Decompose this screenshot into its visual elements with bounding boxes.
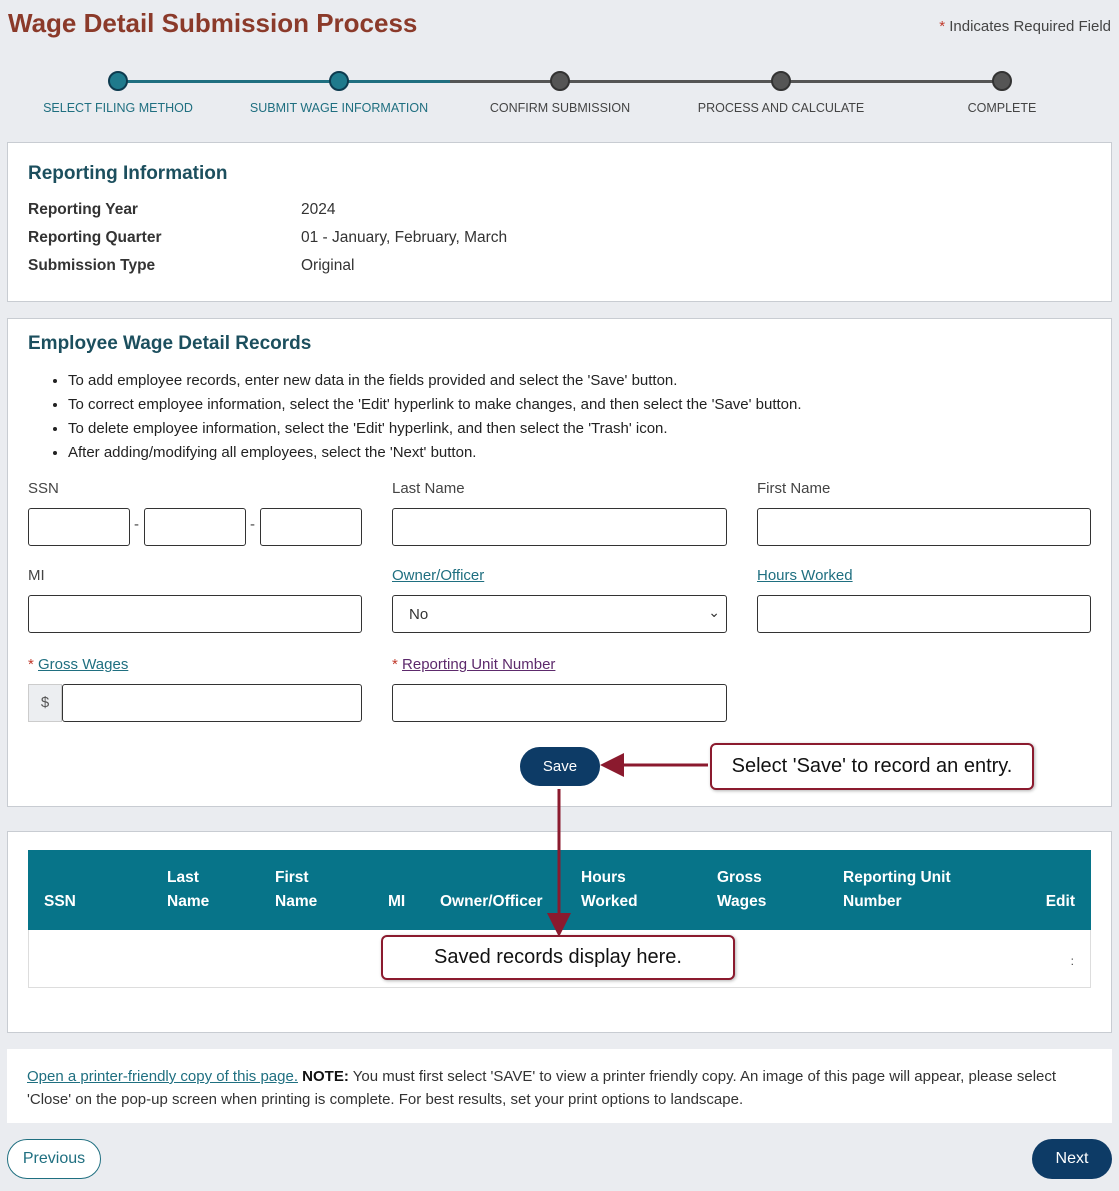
ssn-label: SSN bbox=[28, 480, 59, 497]
info-label: Reporting Year bbox=[28, 201, 138, 218]
owner-officer-selected: No bbox=[409, 606, 429, 623]
reporting-information-heading: Reporting Information bbox=[28, 163, 228, 184]
col-line: Hours bbox=[581, 869, 626, 886]
col-line: Last bbox=[167, 869, 199, 886]
col-line: Wages bbox=[717, 893, 767, 910]
info-value: 2024 bbox=[301, 201, 336, 218]
note-text: You must first select 'SAVE' to view a printer friendly copy. An image of this page will appear, please select 'Close' on the pop-up screen when printing is complete. For best results, set your print options to landscape. bbox=[27, 1068, 1057, 1108]
step-label-select-filing-method: SELECT FILING METHOD bbox=[43, 101, 193, 115]
instruction-item: • To correct employee information, select the 'Edit' hyperlink to make changes, and then select the 'Save' button. bbox=[68, 393, 1091, 417]
row-menu-icon[interactable]: : bbox=[1070, 954, 1074, 968]
col-line: Number bbox=[843, 893, 902, 910]
page-title: Wage Detail Submission Process bbox=[8, 8, 418, 38]
previous-button[interactable]: Previous bbox=[7, 1139, 101, 1179]
col-ssn: SSN bbox=[44, 893, 76, 910]
save-callout: Select 'Save' to record an entry. bbox=[710, 743, 1034, 790]
reporting-unit-help-link[interactable]: Reporting Unit Number bbox=[402, 656, 556, 673]
chevron-down-icon: ⌄ bbox=[708, 604, 720, 620]
instruction-item: • After adding/modifying all employees, select the 'Next' button. bbox=[68, 441, 1091, 465]
required-note-text: Indicates Required Field bbox=[949, 18, 1111, 35]
required-star: * bbox=[939, 18, 946, 35]
ssn-separator: - bbox=[134, 516, 139, 533]
col-owner-officer: Owner/Officer bbox=[440, 893, 543, 910]
printer-friendly-link[interactable]: Open a printer-friendly copy of this page. bbox=[27, 1068, 298, 1085]
info-label: Submission Type bbox=[28, 257, 156, 274]
step-label-confirm-submission: CONFIRM SUBMISSION bbox=[489, 101, 631, 115]
dollar-prefix: $ bbox=[28, 684, 62, 722]
note-label: NOTE: bbox=[302, 1068, 349, 1085]
mi-label: MI bbox=[28, 567, 45, 584]
step-label-process-and-calculate: PROCESS AND CALCULATE bbox=[697, 101, 865, 115]
first-name-label: First Name bbox=[757, 480, 831, 497]
next-button[interactable]: Next bbox=[1032, 1139, 1112, 1179]
col-line: Gross bbox=[717, 869, 762, 886]
col-mi: MI bbox=[388, 893, 406, 910]
gross-wages-help-link[interactable]: Gross Wages bbox=[38, 656, 129, 673]
instruction-item: • To add employee records, enter new data in the fields provided and select the 'Save' button. bbox=[68, 369, 1091, 393]
required-star: * bbox=[28, 656, 34, 673]
save-button[interactable]: Save bbox=[520, 747, 600, 786]
col-line: First bbox=[275, 869, 309, 886]
instruction-item: • To delete employee information, select the 'Edit' hyperlink, and then select the 'Trash' icon. bbox=[68, 417, 1091, 441]
saved-records-callout: Saved records display here. bbox=[381, 935, 735, 980]
ssn-separator: - bbox=[250, 516, 255, 533]
col-line: Name bbox=[275, 893, 318, 910]
step-label-submit-wage-information: SUBMIT WAGE INFORMATION bbox=[249, 101, 429, 115]
records-heading: Employee Wage Detail Records bbox=[28, 333, 312, 354]
col-line: Worked bbox=[581, 893, 638, 910]
printer-friendly-note bbox=[7, 1049, 1112, 1123]
info-value: 01 - January, February, March bbox=[301, 229, 508, 246]
info-value: Original bbox=[301, 257, 355, 274]
step-label-complete: COMPLETE bbox=[967, 101, 1037, 115]
required-star: * bbox=[392, 656, 398, 673]
last-name-label: Last Name bbox=[392, 480, 465, 497]
hours-worked-help-link[interactable]: Hours Worked bbox=[757, 567, 853, 584]
info-label: Reporting Quarter bbox=[28, 229, 162, 246]
col-line: Reporting Unit bbox=[843, 869, 951, 886]
col-line: Name bbox=[167, 893, 210, 910]
col-edit: Edit bbox=[1045, 893, 1075, 910]
owner-officer-help-link[interactable]: Owner/Officer bbox=[392, 567, 485, 584]
